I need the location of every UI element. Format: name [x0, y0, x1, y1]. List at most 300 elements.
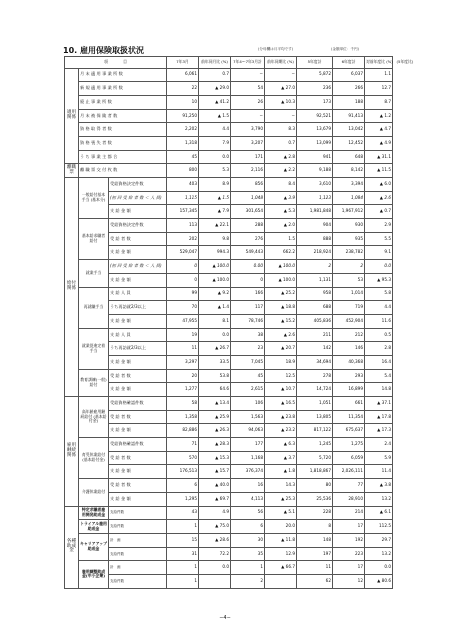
- value-cell: 0.0: [365, 260, 393, 274]
- group-cell: トライアル雇用助成金: [79, 520, 109, 534]
- table-row: [65, 355, 393, 369]
- row-label: 受 給 者 数: [109, 369, 167, 383]
- value-cell: 12.9: [265, 547, 297, 561]
- group-cell: 雇用調整助成金(中小企業): [79, 561, 109, 588]
- table-row: [65, 314, 393, 328]
- value-cell: ▲ 100.0: [265, 273, 297, 287]
- value-cell: 0.7: [199, 68, 231, 82]
- value-cell: 218,924: [297, 246, 333, 260]
- value-cell: 3,394: [333, 178, 365, 192]
- header-col-1: 7年3月: [167, 57, 199, 69]
- value-cell: 146: [333, 342, 365, 356]
- value-cell: 2,026,111: [333, 465, 365, 479]
- value-cell: 1,131: [297, 273, 333, 287]
- value-cell: 13,042: [333, 123, 365, 137]
- row-label: 受給資格決定件数: [109, 219, 167, 233]
- value-cell: 58: [167, 397, 199, 411]
- value-cell: ▲ 2.8: [265, 150, 297, 164]
- value-cell: 34,694: [297, 355, 333, 369]
- table-row: [65, 438, 393, 452]
- value-cell: 53.8: [199, 369, 231, 383]
- row-label: (初 回 受 給 者 数 ＜ 人 員): [109, 191, 167, 205]
- value-cell: ▲ 25.9: [199, 410, 231, 424]
- value-cell: ▲ 41.2: [199, 95, 231, 109]
- row-label: 受給資格決定件数: [109, 178, 167, 192]
- value-cell: 177: [231, 438, 265, 452]
- value-cell: 112.5: [365, 520, 393, 534]
- table-row: [65, 136, 393, 150]
- value-cell: ▲ 26.7: [199, 342, 231, 356]
- value-cell: 214: [333, 506, 365, 520]
- value-cell: ▲ 23.2: [265, 424, 297, 438]
- value-cell: 12,452: [333, 136, 365, 150]
- value-cell: ▲ 15.7: [199, 465, 231, 479]
- value-cell: 0.0: [199, 561, 231, 575]
- value-cell: 197: [297, 547, 333, 561]
- value-cell: 91,413: [333, 109, 365, 123]
- value-cell: 228: [297, 506, 333, 520]
- value-cell: 13.2: [365, 547, 393, 561]
- value-cell: ▲ 10.3: [265, 95, 297, 109]
- value-cell: 64.6: [199, 383, 231, 397]
- value-cell: 20: [167, 369, 199, 383]
- value-cell: 293: [333, 369, 365, 383]
- value-cell: 9.1: [365, 246, 393, 260]
- value-cell: 25,536: [297, 492, 333, 506]
- value-cell: 1,084: [333, 191, 365, 205]
- value-cell: 16,899: [333, 383, 365, 397]
- value-cell: 117: [231, 301, 265, 315]
- group-cell: 介護休業給付: [79, 479, 109, 506]
- value-cell: ▲ 15.3: [199, 451, 231, 465]
- value-cell: 19: [167, 328, 199, 342]
- page-title: 10. 雇用保険取扱状況: [63, 46, 144, 55]
- value-cell: ▲ 25.3: [265, 492, 297, 506]
- value-cell: ▲ 26.3: [199, 424, 231, 438]
- value-cell: 45: [167, 150, 199, 164]
- value-cell: 10: [167, 95, 199, 109]
- value-cell: 8.4: [265, 178, 297, 192]
- value-cell: 188: [333, 95, 365, 109]
- value-cell: 1,295: [167, 492, 199, 506]
- value-cell: 1.5: [265, 232, 297, 246]
- value-cell: ▲ 75.0: [199, 520, 231, 534]
- table-row: [65, 547, 393, 561]
- value-cell: 3,297: [167, 355, 199, 369]
- row-label: 支 給 金 額: [109, 205, 167, 219]
- value-cell: 4.4: [365, 301, 393, 315]
- value-cell: 238,782: [333, 246, 365, 260]
- row-label: 支 給 金 額: [109, 246, 167, 260]
- value-cell: 72.2: [199, 547, 231, 561]
- table-row: [65, 246, 393, 260]
- header-col-3: 7年4〜7年3月計: [231, 57, 265, 69]
- value-cell: 5.3: [199, 164, 231, 178]
- value-cell: 30: [231, 533, 265, 547]
- group-cell: 就業手当: [79, 260, 109, 287]
- value-cell: 70: [167, 301, 199, 315]
- row-label: 支給件数: [109, 506, 167, 520]
- table-row: [65, 95, 393, 109]
- value-cell: 4.4: [199, 123, 231, 137]
- value-cell: ▲ 2.2: [265, 164, 297, 178]
- value-cell: ▲ 25.2: [265, 287, 297, 301]
- value-cell: ▲ 69.7: [199, 492, 231, 506]
- value-cell: 77: [333, 479, 365, 493]
- value-cell: 11.6: [365, 314, 393, 328]
- row-label: 受 給 者 数: [109, 479, 167, 493]
- value-cell: 29.7: [365, 533, 393, 547]
- row-label: 支給件数: [109, 520, 167, 534]
- row-label: うち再訪就2/3以上: [109, 301, 167, 315]
- value-cell: 6: [167, 479, 199, 493]
- value-cell: 211: [297, 328, 333, 342]
- value-cell: 78,746: [231, 314, 265, 328]
- value-cell: 570: [167, 451, 199, 465]
- value-cell: 817,122: [297, 424, 333, 438]
- value-cell: 5,720: [297, 451, 333, 465]
- value-cell: 92,521: [297, 109, 333, 123]
- value-cell: ▲ 28.6: [199, 533, 231, 547]
- row-label: 月 末 被 保 険 者 数: [79, 109, 167, 123]
- value-cell: ▲ 20.7: [265, 342, 297, 356]
- value-cell: 9,188: [297, 164, 333, 178]
- value-cell: 1,168: [231, 451, 265, 465]
- table-row: [65, 150, 393, 164]
- page-number: −4−: [219, 615, 231, 621]
- value-cell: 0.0: [199, 150, 231, 164]
- table-row: [65, 301, 393, 315]
- value-cell: 176,513: [167, 465, 199, 479]
- value-cell: ▲ 66.7: [265, 561, 297, 575]
- value-cell: 7,045: [231, 355, 265, 369]
- value-cell: ▲ 31.1: [365, 150, 393, 164]
- value-cell: ▲ 1.5: [199, 191, 231, 205]
- value-cell: 5.5: [365, 232, 393, 246]
- row-label: 資 格 取 得 者 数: [79, 123, 167, 137]
- table-row: [65, 574, 393, 588]
- value-cell: 47,955: [167, 314, 199, 328]
- table-row: [65, 109, 393, 123]
- group-cell: 教育訓練(一般)給付: [79, 369, 109, 396]
- value-cell: 8.1: [199, 314, 231, 328]
- value-cell: 1,967,912: [333, 205, 365, 219]
- value-cell: 94,063: [231, 424, 265, 438]
- value-cell: ▲ 6.3: [265, 438, 297, 452]
- table-row: [65, 533, 393, 547]
- value-cell: 1,048: [231, 191, 265, 205]
- value-cell: 1: [167, 520, 199, 534]
- value-cell: −: [231, 68, 265, 82]
- value-cell: 1,981,848: [297, 205, 333, 219]
- value-cell: ▲ 2.6: [265, 328, 297, 342]
- table-row: [65, 506, 393, 520]
- row-label: 受 給 者 数: [109, 410, 167, 424]
- row-label: 支 給 金 額: [109, 273, 167, 287]
- table-row: [65, 383, 393, 397]
- value-cell: 17: [333, 520, 365, 534]
- row-label: (初 回 受 給 者 数 ＜ 人 員): [109, 260, 167, 274]
- table-row: [65, 520, 393, 534]
- header-col-5: 5年度計: [297, 57, 333, 69]
- value-cell: 266: [333, 82, 365, 96]
- value-cell: 2: [297, 260, 333, 274]
- value-cell: 688: [297, 301, 333, 315]
- value-cell: ▲ 6.1: [365, 506, 393, 520]
- value-cell: ▲ 28.3: [199, 438, 231, 452]
- value-cell: ▲ 23.8: [265, 410, 297, 424]
- row-label: 支 給 金 額: [109, 424, 167, 438]
- value-cell: 56: [231, 506, 265, 520]
- group-cell: 一般給付基本手当 (基本分): [79, 178, 109, 219]
- value-cell: 236: [297, 82, 333, 96]
- value-cell: ▲ 1.4: [199, 301, 231, 315]
- value-cell: 1: [231, 561, 265, 575]
- value-cell: 16: [231, 479, 265, 493]
- value-cell: ▲ 100.0: [199, 260, 231, 274]
- table-row: [65, 410, 393, 424]
- value-cell: 113: [167, 219, 199, 233]
- table-row: [65, 232, 393, 246]
- row-label: 資 格 喪 失 者 数: [79, 136, 167, 150]
- value-cell: 8: [297, 520, 333, 534]
- value-cell: 99: [167, 287, 199, 301]
- value-cell: ▲ 29.0: [199, 82, 231, 96]
- table-row: [65, 369, 393, 383]
- value-cell: 53: [333, 273, 365, 287]
- row-label: 廃 止 事 業 所 数: [79, 95, 167, 109]
- value-cell: 157,345: [167, 205, 199, 219]
- value-cell: ▲ 4.7: [365, 123, 393, 137]
- value-cell: 11: [297, 561, 333, 575]
- table-body: [65, 57, 414, 589]
- value-cell: 2.4: [365, 438, 393, 452]
- value-cell: 1,051: [297, 397, 333, 411]
- row-label: 支給件数: [109, 574, 167, 588]
- value-cell: ▲ 3.7: [265, 451, 297, 465]
- value-cell: 12.5: [265, 369, 297, 383]
- value-cell: 13,099: [297, 136, 333, 150]
- row-label: 支給件数: [109, 547, 167, 561]
- value-cell: 6,037: [333, 68, 365, 82]
- value-cell: 8.7: [365, 95, 393, 109]
- value-cell: 62: [297, 574, 333, 588]
- value-cell: ▲ 3.8: [365, 479, 393, 493]
- value-cell: 1,277: [167, 383, 199, 397]
- group-cell: キャリアアップ助成金: [79, 533, 109, 560]
- value-cell: ▲ 13.4: [199, 397, 231, 411]
- table-row: [65, 82, 393, 96]
- value-cell: 5.9: [365, 451, 393, 465]
- value-cell: 23: [231, 342, 265, 356]
- row-label: 支 給 金 額: [109, 314, 167, 328]
- category-cell: 雇用継続関係: [65, 397, 79, 507]
- value-cell: 0.0: [365, 561, 393, 575]
- value-cell: 405,836: [297, 314, 333, 328]
- value-cell: 8,142: [333, 164, 365, 178]
- value-cell: 6,059: [333, 451, 365, 465]
- value-cell: 2: [231, 574, 265, 588]
- value-cell: 1,115: [167, 191, 199, 205]
- table-row: [65, 328, 393, 342]
- value-cell: 35: [231, 547, 265, 561]
- value-cell: 82,886: [167, 424, 199, 438]
- value-cell: 941: [297, 150, 333, 164]
- value-cell: ▲ 2.0: [265, 219, 297, 233]
- table-row: [65, 273, 393, 287]
- category-cell: 給付関係: [65, 178, 79, 397]
- value-cell: 8.9: [199, 178, 231, 192]
- value-cell: ▲ 1.8: [265, 465, 297, 479]
- value-cell: ▲ 100.0: [265, 260, 297, 274]
- value-cell: ▲ 80.6: [365, 574, 393, 588]
- value-cell: 888: [297, 232, 333, 246]
- value-cell: 13.2: [365, 492, 393, 506]
- table-row: [65, 424, 393, 438]
- category-cell: 離職票: [65, 164, 79, 178]
- value-cell: 3,790: [231, 123, 265, 137]
- value-cell: 935: [333, 232, 365, 246]
- value-cell: 0.0: [199, 328, 231, 342]
- value-cell: ▲ 37.1: [365, 397, 393, 411]
- value-cell: 212: [333, 328, 365, 342]
- value-cell: 12.7: [365, 82, 393, 96]
- value-cell: 1.1: [365, 68, 393, 82]
- table-row: [65, 287, 393, 301]
- value-cell: 3,207: [231, 136, 265, 150]
- value-cell: 1,563: [231, 410, 265, 424]
- row-label: 支 給 人 員: [109, 328, 167, 342]
- table-row: [65, 205, 393, 219]
- header-col-2: 前年同月比 (%): [199, 57, 231, 69]
- value-cell: 0: [231, 273, 265, 287]
- value-cell: 80: [297, 479, 333, 493]
- value-cell: ▲ 95.3: [365, 273, 393, 287]
- value-cell: 2.9: [365, 219, 393, 233]
- group-cell: 基本給求職者給付: [79, 219, 109, 260]
- row-label: 受 給 者 数: [109, 232, 167, 246]
- table-row: [65, 164, 393, 178]
- value-cell: 4.9: [199, 506, 231, 520]
- value-cell: −: [265, 68, 297, 82]
- value-cell: ▲ 22.1: [199, 219, 231, 233]
- value-cell: ▲ 1.2: [365, 109, 393, 123]
- value-cell: 0: [167, 273, 199, 287]
- unit-note-amount: (金額単位：千円): [331, 47, 359, 51]
- value-cell: −: [231, 109, 265, 123]
- value-cell: ▲ 4.9: [365, 136, 393, 150]
- value-cell: 5.4: [365, 369, 393, 383]
- value-cell: 148: [297, 533, 333, 547]
- value-cell: 1,318: [167, 136, 199, 150]
- value-cell: 2,116: [231, 164, 265, 178]
- table-row: [65, 342, 393, 356]
- value-cell: ▲ 10.7: [265, 383, 297, 397]
- value-cell: 20.0: [265, 520, 297, 534]
- value-cell: 14,724: [297, 383, 333, 397]
- group-cell: 就業促進定着手当: [79, 328, 109, 369]
- value-cell: 719: [333, 301, 365, 315]
- value-cell: 9.8: [199, 232, 231, 246]
- group-cell: 高年齢雇用継続給付 (基本給付金): [79, 397, 109, 438]
- value-cell: ▲ 2.6: [365, 191, 393, 205]
- value-cell: 6: [231, 520, 265, 534]
- value-cell: 31: [167, 547, 199, 561]
- value-cell: 13,805: [297, 410, 333, 424]
- value-cell: 6,061: [167, 68, 199, 82]
- value-cell: 91,250: [167, 109, 199, 123]
- table-row: [65, 260, 393, 274]
- row-label: 受 給 者 数: [109, 451, 167, 465]
- row-label: 新 規 適 用 事 業 所 数: [79, 82, 167, 96]
- value-cell: ▲ 6.0: [365, 178, 393, 192]
- table-row: [65, 397, 393, 411]
- value-cell: ▲ 5.3: [265, 205, 297, 219]
- unit-note-people: (分母欄は月平均です): [258, 47, 294, 51]
- value-cell: 11: [167, 342, 199, 356]
- row-label: うち再訪就2/3以上: [109, 342, 167, 356]
- value-cell: 0: [167, 260, 199, 274]
- value-cell: [199, 574, 231, 588]
- table-row: [65, 561, 393, 575]
- value-cell: ▲ 18.8: [265, 301, 297, 315]
- value-cell: 223: [333, 547, 365, 561]
- value-cell: 800: [167, 164, 199, 178]
- value-cell: ▲ 0.7: [365, 205, 393, 219]
- value-cell: 1: [167, 574, 199, 588]
- row-label: 計 画: [109, 561, 167, 575]
- value-cell: 904: [297, 219, 333, 233]
- value-cell: 452,904: [333, 314, 365, 328]
- value-cell: 1: [167, 561, 199, 575]
- value-cell: ▲ 11.8: [265, 533, 297, 547]
- value-cell: 7.9: [199, 136, 231, 150]
- table-row: [65, 465, 393, 479]
- value-cell: 45: [231, 369, 265, 383]
- row-label: 受給資格確認件数: [109, 438, 167, 452]
- value-cell: 1,818,867: [297, 465, 333, 479]
- value-cell: 2,615: [231, 383, 265, 397]
- value-cell: 166: [231, 287, 265, 301]
- value-cell: 4,113: [231, 492, 265, 506]
- value-cell: ▲ 27.0: [265, 82, 297, 96]
- value-cell: 13,679: [297, 123, 333, 137]
- value-cell: 301,654: [231, 205, 265, 219]
- value-cell: 3,610: [297, 178, 333, 192]
- row-label: 計 画: [109, 533, 167, 547]
- value-cell: ▲ 5.1: [265, 506, 297, 520]
- value-cell: ▲ 16.5: [265, 397, 297, 411]
- value-cell: 675,637: [333, 424, 365, 438]
- value-cell: 43: [167, 506, 199, 520]
- value-cell: ▲ 11.5: [365, 164, 393, 178]
- table-row: [65, 451, 393, 465]
- table-header-row: [65, 57, 393, 69]
- value-cell: ▲ 17.3: [365, 424, 393, 438]
- table-row: [65, 492, 393, 506]
- value-cell: 22: [167, 82, 199, 96]
- header-col-7: 対前年度比 (%) (5年度比): [365, 57, 393, 69]
- table-row: [65, 219, 393, 233]
- value-cell: ▲ 7.9: [199, 205, 231, 219]
- value-cell: 994.3: [199, 246, 231, 260]
- value-cell: 12: [333, 574, 365, 588]
- value-cell: ▲ 1.5: [199, 109, 231, 123]
- row-label: 支 給 金 額: [109, 492, 167, 506]
- header-col-6: 6年度計: [333, 57, 365, 69]
- value-cell: 0.7: [265, 136, 297, 150]
- value-cell: 28,910: [333, 492, 365, 506]
